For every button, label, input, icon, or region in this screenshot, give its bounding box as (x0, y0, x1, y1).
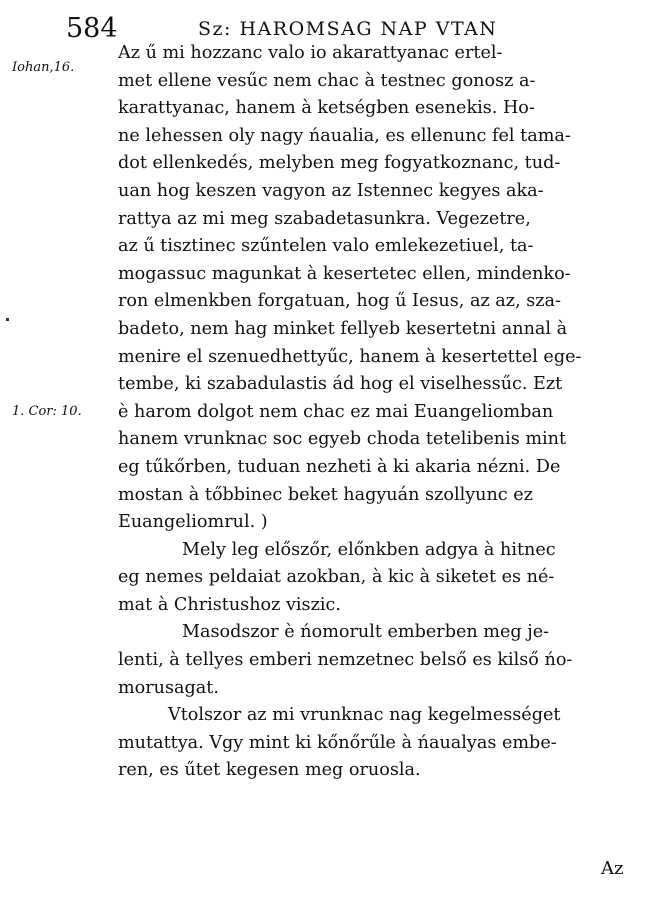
text-line: karattyanac, hanem à ketségben esenekis. Ho- (118, 98, 535, 119)
ink-mark (6, 318, 9, 321)
body-text (118, 40, 643, 785)
page-number: 584 (66, 13, 118, 44)
text-line: è harom dolgot nem chac ez mai Euangeliomban (118, 401, 554, 422)
text-line: eg tűkőrben, tuduan nezheti à ki akaria nézni. De (118, 456, 561, 477)
text-line: ne lehessen oly nagy ńaualia, es ellenunc fel tama- (118, 125, 571, 146)
text-line: menire el szenuedhettyűc, hanem à kesertettel ege- (118, 346, 582, 367)
text-line: Mely leg előszőr, előnkben adgya à hitnec (182, 539, 556, 560)
margin-note-cor: 1. Cor: 10. (12, 404, 82, 419)
text-line: mogassuc magunkat à kesertetec ellen, mindenko- (118, 263, 571, 284)
text-line: mostan à tőbbinec beket hagyuán szollyunc ez (118, 484, 533, 505)
text-line: rattya az mi meg szabadetasunkra. Vegezetre, (118, 208, 531, 229)
text-line: badeto, nem hag minket fellyeb kesertetni annal à (118, 318, 568, 339)
text-line: lenti, à tellyes emberi nemzetnec belső es kilső ńo- (118, 650, 573, 671)
text-line: dot ellenkedés, melyben meg fogyatkoznanc, tud- (118, 153, 561, 174)
text-line: Masodszor è ńomorult emberben meg je- (182, 622, 550, 643)
text-line: mutattya. Vgy mint ki kőnőrűle à ńaualyas embe- (118, 732, 557, 753)
running-head: Sz: HAROMSAG NAP VTAN (198, 18, 498, 40)
text-line: Euangeliomrul. ) (118, 512, 268, 533)
text-line: mat à Christushoz viszic. (118, 594, 341, 615)
text-line: ren, es űtet kegesen meg oruosla. (118, 760, 421, 781)
catchword: Az (601, 858, 624, 879)
text-line: tembe, ki szabadulastis ád hog el viselhessűc. Ezt (118, 374, 563, 395)
text-line: hanem vrunknac soc egyeb choda tetelibenis mint (118, 429, 567, 450)
text-line: morusagat. (118, 677, 219, 698)
margin-note-iohan: Iohan,16. (12, 60, 75, 75)
text-line: Az ű mi hozzanc valo io akarattyanac ertel- (118, 43, 503, 63)
text-line: ron elmenkben forgatuan, hog ű Iesus, az az, sza- (118, 291, 561, 312)
text-line: eg nemes peldaiat azokban, à kic à siketet es né- (118, 567, 555, 588)
text-line: az ű tisztinec szűntelen valo emlekezetiuel, ta- (118, 236, 534, 257)
text-line: Vtolszor az mi vrunknac nag kegelmességet (168, 705, 561, 726)
text-line: uan hog keszen vagyon az Istennec kegyes aka- (118, 180, 544, 201)
text-line: met ellene vesűc nem chac à testnec gonosz a- (118, 70, 536, 91)
